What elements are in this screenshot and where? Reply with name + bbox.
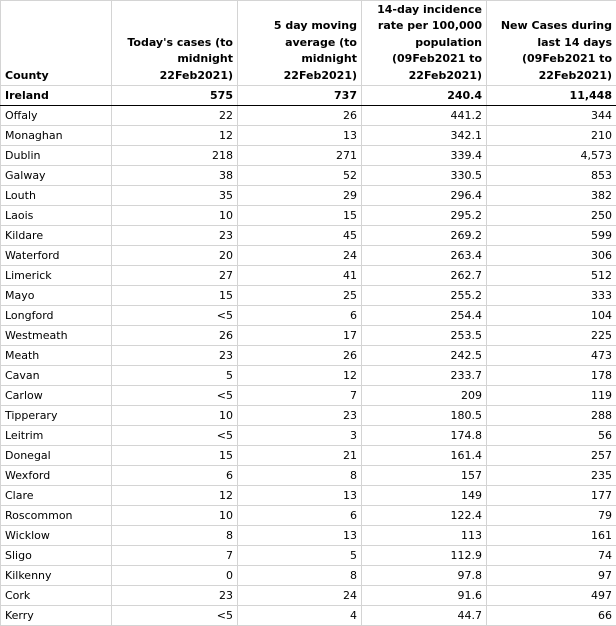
header-todays-cases: Today's cases (to midnight 22Feb2021) — [112, 1, 238, 86]
cell-todays-cases: 7 — [112, 546, 238, 566]
cell-new-cases-14-days: 382 — [487, 186, 616, 206]
cell-county: Cork — [1, 586, 112, 606]
cell-14-day-incidence: 339.4 — [362, 146, 487, 166]
table-row — [1, 286, 616, 306]
header-14-day-incidence: 14-day incidence rate per 100,000 population (09Feb2021 to 22Feb2021) — [362, 1, 487, 86]
cell-county: Limerick — [1, 266, 112, 286]
cell-5-day-average: 271 — [238, 146, 362, 166]
table-row — [1, 586, 616, 606]
table-row — [1, 546, 616, 566]
cell-14-day-incidence: 44.7 — [362, 606, 487, 626]
cell-todays-cases: 10 — [112, 206, 238, 226]
cell-5-day-average: 13 — [238, 126, 362, 146]
cell-14-day-incidence: 149 — [362, 486, 487, 506]
cell-todays-cases: 15 — [112, 446, 238, 466]
cell-todays-cases: 218 — [112, 146, 238, 166]
cell-14-day-incidence: 209 — [362, 386, 487, 406]
total-row — [1, 86, 616, 106]
cell-county: Cavan — [1, 366, 112, 386]
cell-county: Monaghan — [1, 126, 112, 146]
cell-14-day-incidence: 242.5 — [362, 346, 487, 366]
cell-todays-cases: 6 — [112, 466, 238, 486]
table-row — [1, 226, 616, 246]
cell-5-day-average: 5 — [238, 546, 362, 566]
cell-county: Waterford — [1, 246, 112, 266]
cell-new-cases-14-days: 177 — [487, 486, 616, 506]
cell-14-day-incidence: 262.7 — [362, 266, 487, 286]
cell-todays-cases: 38 — [112, 166, 238, 186]
cell-5-day-average: 29 — [238, 186, 362, 206]
cell-county: Wexford — [1, 466, 112, 486]
table-row — [1, 186, 616, 206]
cell-todays-cases: 12 — [112, 486, 238, 506]
cell-county: Kildare — [1, 226, 112, 246]
cell-new-cases-14-days: 66 — [487, 606, 616, 626]
cell-new-cases-14-days: 210 — [487, 126, 616, 146]
cell-new-cases-14-days: 97 — [487, 566, 616, 586]
cell-new-cases-14-days: 4,573 — [487, 146, 616, 166]
cell-new-cases-14-days: 250 — [487, 206, 616, 226]
cell-county: Laois — [1, 206, 112, 226]
cell-new-cases-14-days: 79 — [487, 506, 616, 526]
table-row — [1, 126, 616, 146]
table-row — [1, 346, 616, 366]
cell-county: Clare — [1, 486, 112, 506]
cell-todays-cases: 12 — [112, 126, 238, 146]
cell-county: Leitrim — [1, 426, 112, 446]
cell-14-day-incidence: 253.5 — [362, 326, 487, 346]
cell-county: Meath — [1, 346, 112, 366]
table-body — [1, 86, 616, 626]
cell-5-day-average: 15 — [238, 206, 362, 226]
cell-county: Galway — [1, 166, 112, 186]
cell-5-day-average: 6 — [238, 506, 362, 526]
cell-5-day-average: 25 — [238, 286, 362, 306]
cell-14-day-incidence: 233.7 — [362, 366, 487, 386]
cell-new-cases-14-days: 119 — [487, 386, 616, 406]
cell-5-day-average: 7 — [238, 386, 362, 406]
cell-5-day-average: 12 — [238, 366, 362, 386]
cell-14-day-incidence: 157 — [362, 466, 487, 486]
cell-todays-cases: <5 — [112, 386, 238, 406]
header-county: County — [1, 1, 112, 86]
cell-county: Kerry — [1, 606, 112, 626]
cell-14-day-incidence: 255.2 — [362, 286, 487, 306]
cell-14-day-incidence: 269.2 — [362, 226, 487, 246]
cell-todays-cases: 8 — [112, 526, 238, 546]
cell-14-day-incidence: 240.4 — [362, 86, 487, 106]
cell-5-day-average: 41 — [238, 266, 362, 286]
cell-14-day-incidence: 342.1 — [362, 126, 487, 146]
table-row — [1, 266, 616, 286]
table-row — [1, 506, 616, 526]
table-row — [1, 426, 616, 446]
cell-county: Wicklow — [1, 526, 112, 546]
table-row — [1, 566, 616, 586]
table-row — [1, 246, 616, 266]
cell-todays-cases: 23 — [112, 226, 238, 246]
cell-new-cases-14-days: 473 — [487, 346, 616, 366]
cell-county: Offaly — [1, 106, 112, 126]
cell-5-day-average: 52 — [238, 166, 362, 186]
cell-county: Longford — [1, 306, 112, 326]
table-row — [1, 466, 616, 486]
cell-new-cases-14-days: 306 — [487, 246, 616, 266]
cell-new-cases-14-days: 853 — [487, 166, 616, 186]
table-row — [1, 206, 616, 226]
table-row — [1, 326, 616, 346]
cell-new-cases-14-days: 344 — [487, 106, 616, 126]
cell-county: Roscommon — [1, 506, 112, 526]
cell-new-cases-14-days: 288 — [487, 406, 616, 426]
cell-county: Mayo — [1, 286, 112, 306]
header-row — [1, 1, 616, 86]
cell-new-cases-14-days: 599 — [487, 226, 616, 246]
cell-14-day-incidence: 161.4 — [362, 446, 487, 466]
cell-county: Sligo — [1, 546, 112, 566]
cell-5-day-average: 3 — [238, 426, 362, 446]
cell-5-day-average: 23 — [238, 406, 362, 426]
cell-14-day-incidence: 263.4 — [362, 246, 487, 266]
table-row — [1, 486, 616, 506]
header-new-cases-14-days: New Cases during last 14 days (09Feb2021 to 22Feb2021) — [487, 1, 616, 86]
cell-new-cases-14-days: 497 — [487, 586, 616, 606]
cell-todays-cases: 0 — [112, 566, 238, 586]
cell-county: Westmeath — [1, 326, 112, 346]
table-header — [1, 1, 616, 86]
cell-14-day-incidence: 296.4 — [362, 186, 487, 206]
cell-todays-cases: 575 — [112, 86, 238, 106]
table-row — [1, 406, 616, 426]
cell-5-day-average: 17 — [238, 326, 362, 346]
cell-new-cases-14-days: 74 — [487, 546, 616, 566]
table-row — [1, 166, 616, 186]
table-row — [1, 106, 616, 126]
cell-5-day-average: 737 — [238, 86, 362, 106]
cell-county: Ireland — [1, 86, 112, 106]
cell-todays-cases: <5 — [112, 606, 238, 626]
cell-new-cases-14-days: 161 — [487, 526, 616, 546]
cell-5-day-average: 45 — [238, 226, 362, 246]
cell-5-day-average: 26 — [238, 106, 362, 126]
cell-county: Tipperary — [1, 406, 112, 426]
cell-todays-cases: 35 — [112, 186, 238, 206]
cell-new-cases-14-days: 235 — [487, 466, 616, 486]
table-row — [1, 146, 616, 166]
cell-5-day-average: 13 — [238, 486, 362, 506]
cell-new-cases-14-days: 333 — [487, 286, 616, 306]
cell-14-day-incidence: 122.4 — [362, 506, 487, 526]
cell-5-day-average: 8 — [238, 566, 362, 586]
table-row — [1, 526, 616, 546]
cell-14-day-incidence: 295.2 — [362, 206, 487, 226]
cell-todays-cases: 15 — [112, 286, 238, 306]
cell-todays-cases: 23 — [112, 346, 238, 366]
cell-14-day-incidence: 97.8 — [362, 566, 487, 586]
cell-14-day-incidence: 254.4 — [362, 306, 487, 326]
cell-todays-cases: 10 — [112, 406, 238, 426]
cell-new-cases-14-days: 225 — [487, 326, 616, 346]
cell-14-day-incidence: 330.5 — [362, 166, 487, 186]
cell-5-day-average: 8 — [238, 466, 362, 486]
cell-county: Carlow — [1, 386, 112, 406]
cell-14-day-incidence: 174.8 — [362, 426, 487, 446]
cell-todays-cases: 10 — [112, 506, 238, 526]
cell-5-day-average: 13 — [238, 526, 362, 546]
cell-14-day-incidence: 112.9 — [362, 546, 487, 566]
cell-14-day-incidence: 113 — [362, 526, 487, 546]
cell-todays-cases: 5 — [112, 366, 238, 386]
cell-county: Kilkenny — [1, 566, 112, 586]
cell-14-day-incidence: 91.6 — [362, 586, 487, 606]
cell-5-day-average: 6 — [238, 306, 362, 326]
cell-5-day-average: 21 — [238, 446, 362, 466]
table-row — [1, 306, 616, 326]
cell-5-day-average: 26 — [238, 346, 362, 366]
cell-county: Donegal — [1, 446, 112, 466]
cell-new-cases-14-days: 512 — [487, 266, 616, 286]
cell-5-day-average: 4 — [238, 606, 362, 626]
cell-todays-cases: 22 — [112, 106, 238, 126]
cell-todays-cases: 27 — [112, 266, 238, 286]
cell-new-cases-14-days: 257 — [487, 446, 616, 466]
header-5-day-average: 5 day moving average (to midnight 22Feb2021) — [238, 1, 362, 86]
cell-new-cases-14-days: 56 — [487, 426, 616, 446]
cell-5-day-average: 24 — [238, 586, 362, 606]
cell-todays-cases: <5 — [112, 306, 238, 326]
table-row — [1, 446, 616, 466]
table-row — [1, 386, 616, 406]
cell-14-day-incidence: 441.2 — [362, 106, 487, 126]
cell-new-cases-14-days: 178 — [487, 366, 616, 386]
cell-county: Louth — [1, 186, 112, 206]
cell-new-cases-14-days: 11,448 — [487, 86, 616, 106]
cell-todays-cases: 26 — [112, 326, 238, 346]
cell-todays-cases: 23 — [112, 586, 238, 606]
cell-5-day-average: 24 — [238, 246, 362, 266]
cell-todays-cases: 20 — [112, 246, 238, 266]
cell-14-day-incidence: 180.5 — [362, 406, 487, 426]
cell-todays-cases: <5 — [112, 426, 238, 446]
cell-new-cases-14-days: 104 — [487, 306, 616, 326]
cell-county: Dublin — [1, 146, 112, 166]
table-row — [1, 366, 616, 386]
